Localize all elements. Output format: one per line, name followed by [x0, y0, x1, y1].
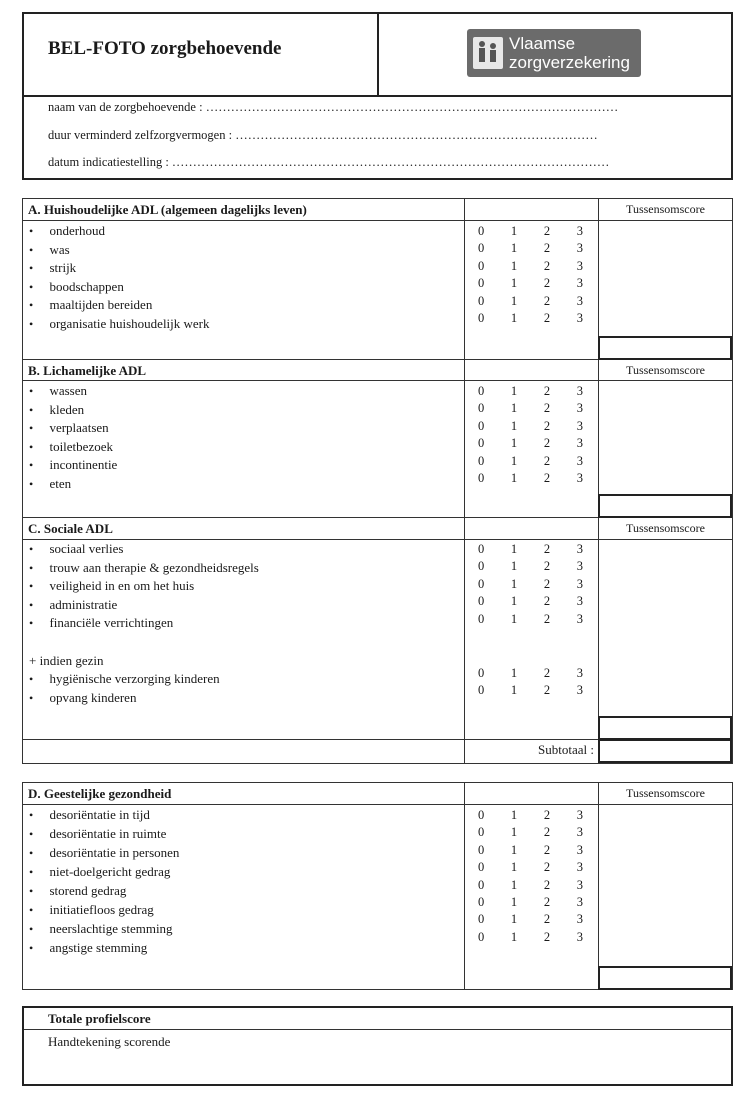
list-item: • niet-doelgericht gedrag — [29, 864, 171, 879]
score-row[interactable]: 0 1 2 3 — [478, 241, 583, 256]
section-c-sub-items — [29, 671, 220, 708]
score-row[interactable]: 0 1 2 3 — [478, 860, 583, 875]
people-icon — [473, 37, 503, 69]
score-row[interactable]: 0 1 2 3 — [478, 436, 583, 451]
score-row[interactable]: 0 1 2 3 — [478, 576, 583, 591]
score-row[interactable]: 0 1 2 3 — [478, 825, 583, 840]
score-row[interactable]: 0 1 2 3 — [478, 542, 583, 556]
subtotal-box[interactable] — [598, 739, 732, 763]
section-c-scores — [478, 542, 583, 629]
signature-label[interactable]: Handtekening scorende — [48, 1034, 171, 1049]
score-row[interactable]: 0 1 2 3 — [478, 453, 583, 468]
list-item: • financiële verrichtingen — [29, 615, 174, 631]
section-c-score-header: Tussensomscore — [626, 521, 705, 535]
section-d-score-header: Tussensomscore — [626, 786, 705, 800]
list-item: • administratie — [29, 596, 118, 612]
section-b-score-header: Tussensomscore — [626, 363, 705, 377]
section-b-items — [29, 383, 117, 495]
section-d-scores — [478, 808, 583, 947]
score-row[interactable]: 0 1 2 3 — [478, 293, 583, 308]
score-row[interactable]: 0 1 2 3 — [478, 808, 583, 822]
list-item: • sociaal verlies — [29, 541, 124, 556]
section-b-title: B. Lichamelijke ADL — [28, 363, 147, 378]
section-a-subscore-box[interactable] — [598, 336, 732, 360]
list-item: • was — [29, 241, 70, 257]
list-item: • verplaatsen — [29, 420, 109, 436]
adl-table — [22, 198, 733, 764]
score-row[interactable]: 0 1 2 3 — [478, 224, 583, 238]
score-row[interactable]: 0 1 2 3 — [478, 276, 583, 291]
section-c-title: C. Sociale ADL — [28, 521, 113, 536]
list-item: • wassen — [29, 383, 87, 398]
section-a-scores — [478, 224, 583, 328]
section-d-items — [29, 807, 179, 959]
list-item: • maaltijden bereiden — [29, 297, 153, 313]
score-row[interactable]: 0 1 2 3 — [478, 258, 583, 273]
score-row[interactable]: 0 1 2 3 — [478, 418, 583, 433]
score-row[interactable]: 0 1 2 3 — [478, 877, 583, 892]
total-box — [22, 1006, 733, 1086]
score-row[interactable]: 0 1 2 3 — [478, 894, 583, 909]
list-item: • incontinentie — [29, 457, 118, 473]
field-datum[interactable]: datum indicatiestelling : …………………………………………………………………………………………… — [48, 155, 610, 169]
total-title: Totale profielscore — [48, 1011, 151, 1026]
section-c-subscore-box[interactable] — [598, 716, 732, 740]
score-row[interactable]: 0 1 2 3 — [478, 842, 583, 857]
logo-line-1: Vlaamse — [509, 34, 576, 53]
list-item: • desoriëntatie in ruimte — [29, 826, 167, 841]
section-a-score-header: Tussensomscore — [626, 202, 705, 216]
field-naam[interactable]: naam van de zorgbehoevende : ……………………………………………………………………………………… — [48, 100, 619, 114]
score-row[interactable]: 0 1 2 3 — [478, 594, 583, 609]
list-item: • desoriëntatie in tijd — [29, 807, 150, 822]
list-item: • opvang kinderen — [29, 689, 137, 705]
header-box — [22, 12, 733, 180]
field-duur[interactable]: duur verminderd zelfzorgvermogen : …………………………………………………………………………… — [48, 128, 598, 142]
section-b-subscore-box[interactable] — [598, 494, 732, 518]
score-row[interactable]: 0 1 2 3 — [478, 683, 583, 698]
list-item: • toiletbezoek — [29, 438, 113, 454]
subtotal-label: Subtotaal : — [538, 742, 594, 757]
score-row[interactable]: 0 1 2 3 — [478, 401, 583, 416]
list-item: • neerslachtige stemming — [29, 921, 173, 936]
section-c-sub-label: + indien gezin — [29, 653, 104, 668]
score-row[interactable]: 0 1 2 3 — [478, 912, 583, 927]
score-row[interactable]: 0 1 2 3 — [478, 611, 583, 626]
score-row[interactable]: 0 1 2 3 — [478, 470, 583, 485]
section-b-scores — [478, 384, 583, 488]
score-row[interactable]: 0 1 2 3 — [478, 310, 583, 325]
section-a-title: A. Huishoudelijke ADL (algemeen dagelijks leven) — [28, 202, 307, 217]
col-divider-1 — [464, 199, 465, 763]
score-row[interactable]: 0 1 2 3 — [478, 666, 583, 680]
list-item: • hygiënische verzorging kinderen — [29, 671, 220, 686]
header-divider-h — [24, 95, 731, 97]
list-item: • angstige stemming — [29, 940, 148, 955]
section-d-subscore-box[interactable] — [598, 966, 732, 990]
section-d-title: D. Geestelijke gezondheid — [28, 786, 172, 801]
list-item: • storend gedrag — [29, 883, 127, 898]
score-row[interactable]: 0 1 2 3 — [478, 929, 583, 944]
list-item: • trouw aan therapie & gezondheidsregels — [29, 559, 259, 575]
list-item: • strijk — [29, 260, 77, 276]
list-item: • organisatie huishoudelijk werk — [29, 315, 210, 331]
header-divider-v — [377, 14, 379, 95]
section-c-items — [29, 541, 259, 634]
section-c-sub-scores — [478, 666, 583, 701]
section-a-items — [29, 223, 210, 335]
logo-line-2: zorgverzekering — [509, 53, 630, 72]
list-item: • onderhoud — [29, 223, 106, 238]
list-item: • boodschappen — [29, 278, 124, 294]
score-row[interactable]: 0 1 2 3 — [478, 384, 583, 398]
mental-health-table — [22, 782, 733, 990]
col-divider-2 — [598, 199, 599, 739]
list-item: • veiligheid in en om het huis — [29, 578, 195, 594]
logo — [467, 29, 641, 77]
list-item: • initiatiefloos gedrag — [29, 902, 154, 917]
list-item: • eten — [29, 475, 72, 491]
list-item: • desoriëntatie in personen — [29, 845, 180, 860]
score-row[interactable]: 0 1 2 3 — [478, 559, 583, 574]
list-item: • kleden — [29, 401, 85, 417]
page-title: BEL-FOTO zorgbehoevende — [48, 38, 282, 59]
